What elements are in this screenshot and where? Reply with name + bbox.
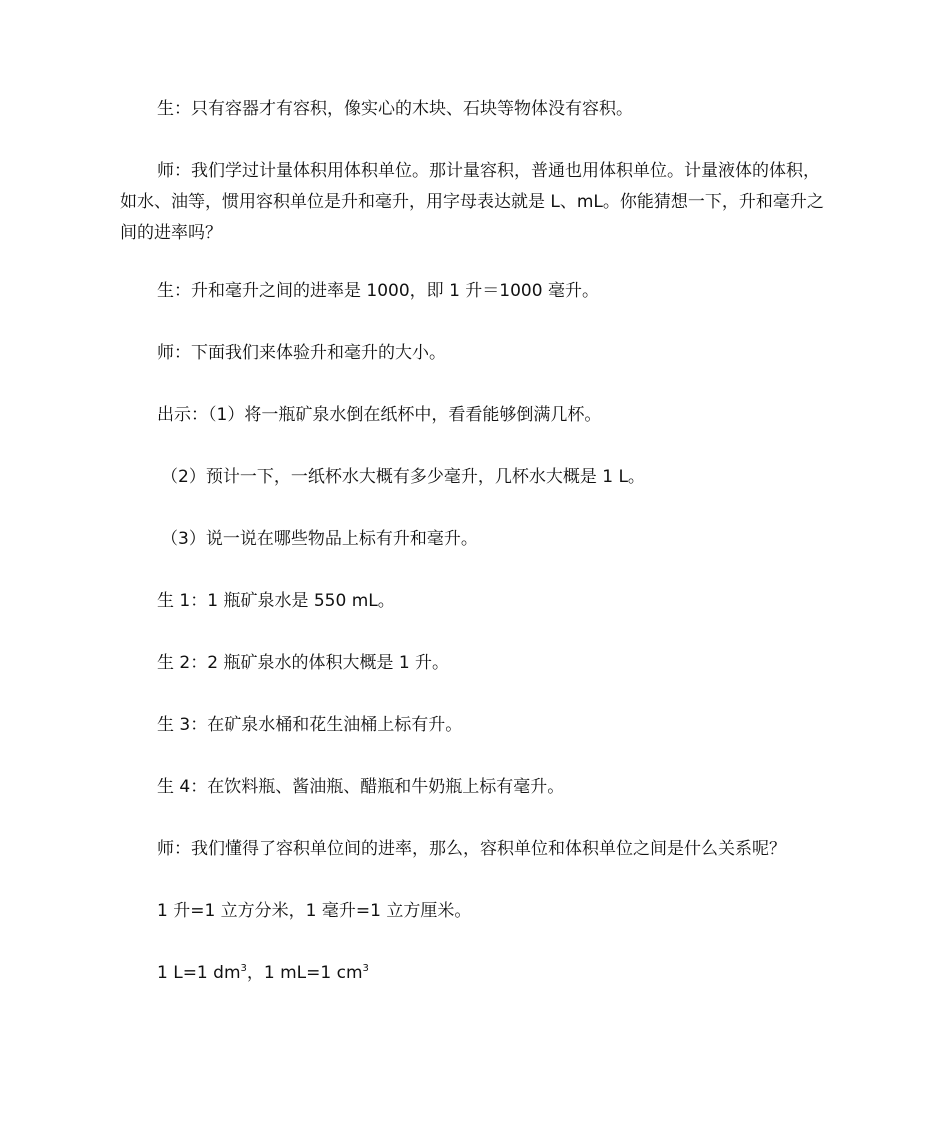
formula-exponent-2: 3: [362, 963, 369, 974]
paragraph-student-2: 生 2：2 瓶矿泉水的体积大概是 1 升。: [157, 653, 450, 673]
paragraph-student-1: 生 1：1 瓶矿泉水是 550 mL。: [157, 591, 395, 611]
paragraph-task-2: （2）预计一下，一纸杯水大概有多少毫升，几杯水大概是 1 L。: [161, 467, 645, 487]
formula-exponent-1: 3: [240, 963, 247, 974]
paragraph-student-ratio: 生：升和毫升之间的进率是 1000，即 1 升＝1000 毫升。: [157, 281, 599, 301]
paragraph-student-4: 生 4：在饮料瓶、酱油瓶、醋瓶和牛奶瓶上标有毫升。: [157, 777, 565, 797]
formula-line: [157, 958, 369, 989]
paragraph-student-no-container: 生：只有容器才有容积，像实心的木块、石块等物体没有容积。: [157, 99, 633, 119]
formula-part-liter: 1 L=1 dm: [157, 963, 241, 983]
paragraph-teacher-volume-units: 师：我们学过计量体积用体积单位。那计量容积，普通也用体积单位。计量液体的体积，如水、油等，惯用容积单位是升和毫升，用字母表达就是 L、mL。你能猜想一下，升和毫升之间的进率吗？: [120, 161, 824, 243]
paragraph-unit-equivalence: 1 升=1 立方分米，1 毫升=1 立方厘米。: [157, 901, 472, 921]
paragraph-student-3: 生 3：在矿泉水桶和花生油桶上标有升。: [157, 715, 463, 735]
formula-part-milliliter: ，1 mL=1 cm: [246, 963, 363, 983]
paragraph-teacher-relation: 师：我们懂得了容积单位间的进率，那么，容积单位和体积单位之间是什么关系呢？: [157, 839, 786, 859]
paragraph-teacher-experience: 师：下面我们来体验升和毫升的大小。: [157, 343, 446, 363]
paragraph-show-task-1: 出示：（1）将一瓶矿泉水倒在纸杯中，看看能够倒满几杯。: [157, 405, 602, 425]
paragraph-task-3: （3）说一说在哪些物品上标有升和毫升。: [161, 529, 478, 549]
